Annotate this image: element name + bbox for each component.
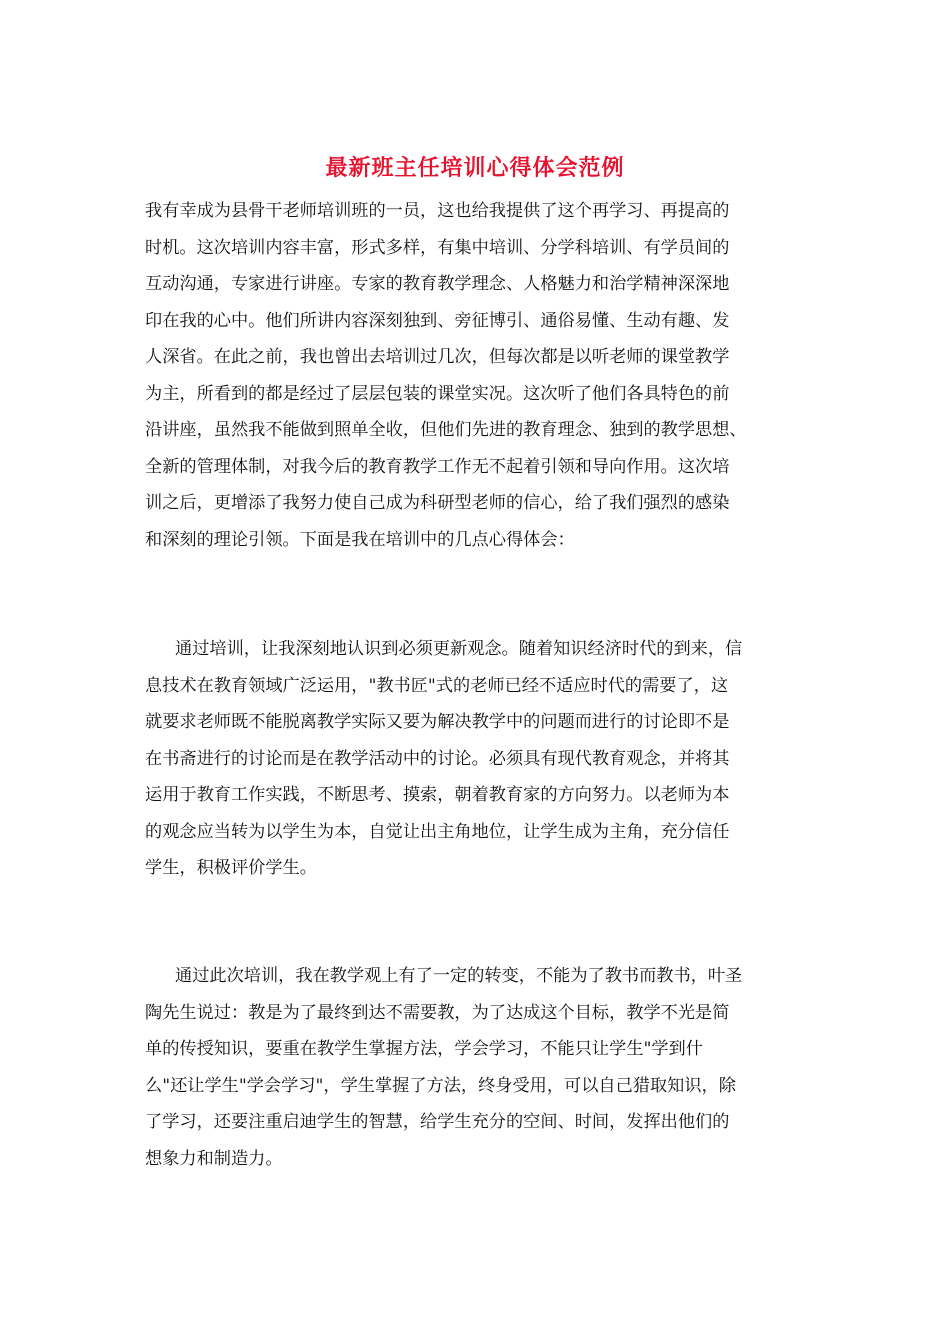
paragraph-line: 陶先生说过：教是为了最终到达不需要教，为了达成这个目标，教学不光是简 — [145, 1002, 730, 1023]
paragraph-line: 运用于教育工作实践，不断思考、摸索，朝着教育家的方向努力。以老师为本 — [145, 785, 730, 805]
paragraph-line: 沿讲座，虽然我不能做到照单全收，但他们先进的教育理念、独到的教学思想、 — [145, 420, 747, 440]
paragraph-line: 么"还让学生"学会学习"，学生掌握了方法，终身受用，可以自己猎取知识，除 — [145, 1075, 736, 1096]
paragraph-line: 和深刻的理论引领。下面是我在培训中的几点心得体会： — [145, 529, 575, 550]
paragraph-line: 印在我的心中。他们所讲内容深刻独到、旁征博引、通俗易懂、生动有趣、发 — [145, 310, 730, 331]
paragraph-line: 训之后，更增添了我努力使自己成为科研型老师的信心，给了我们强烈的感染 — [145, 493, 730, 513]
paragraph-line: 通过培训，让我深刻地认识到必须更新观念。随着知识经济时代的到来，信 — [175, 639, 743, 659]
paragraph-line: 互动沟通，专家进行讲座。专家的教育教学理念、人格魅力和治学精神深深地 — [145, 274, 730, 294]
paragraph-line: 人深省。在此之前，我也曾出去培训过几次，但每次都是以听老师的课堂教学 — [145, 347, 730, 367]
paragraph-line: 为主，所看到的都是经过了层层包装的课堂实况。这次听了他们各具特色的前 — [145, 383, 730, 404]
document-title: 最新班主任培训心得体会范例 — [325, 155, 625, 181]
paragraph-intro — [145, 193, 805, 558]
paragraph-line: 全新的管理体制，对我今后的教育教学工作无不起着引领和导向作用。这次培 — [145, 456, 730, 477]
paragraph-line: 学生，积极评价学生。 — [145, 858, 317, 878]
paragraph-line: 时机。这次培训内容丰富，形式多样，有集中培训、分学科培训、有学员间的 — [145, 237, 730, 258]
paragraph-line: 单的传授知识，要重在教学生掌握方法，学会学习，不能只让学生"学到什 — [145, 1039, 703, 1059]
paragraph-line: 的观念应当转为以学生为本，自觉让出主角地位，让学生成为主角，充分信任 — [145, 821, 730, 842]
paragraph-line: 通过此次培训，我在教学观上有了一定的转变，不能为了教书而教书，叶圣 — [175, 966, 743, 986]
paragraph-line: 想象力和制造力。 — [145, 1148, 283, 1169]
paragraph-line: 在书斋进行的讨论而是在教学活动中的讨论。必须具有现代教育观念，并将其 — [145, 748, 730, 769]
paragraph-teaching-view — [145, 958, 805, 1177]
paragraph-line: 息技术在教育领域广泛运用，"教书匠"式的老师已经不适应时代的需要了，这 — [145, 675, 729, 696]
paragraph-line: 了学习，还要注重启迪学生的智慧，给学生充分的空间、时间，发挥出他们的 — [145, 1112, 730, 1132]
paragraph-line: 我有幸成为县骨干老师培训班的一员，这也给我提供了这个再学习、再提高的 — [145, 201, 730, 221]
paragraph-update-concepts — [145, 631, 805, 887]
paragraph-line: 就要求老师既不能脱离教学实际又要为解决教学中的问题而进行的讨论即不是 — [145, 712, 730, 732]
